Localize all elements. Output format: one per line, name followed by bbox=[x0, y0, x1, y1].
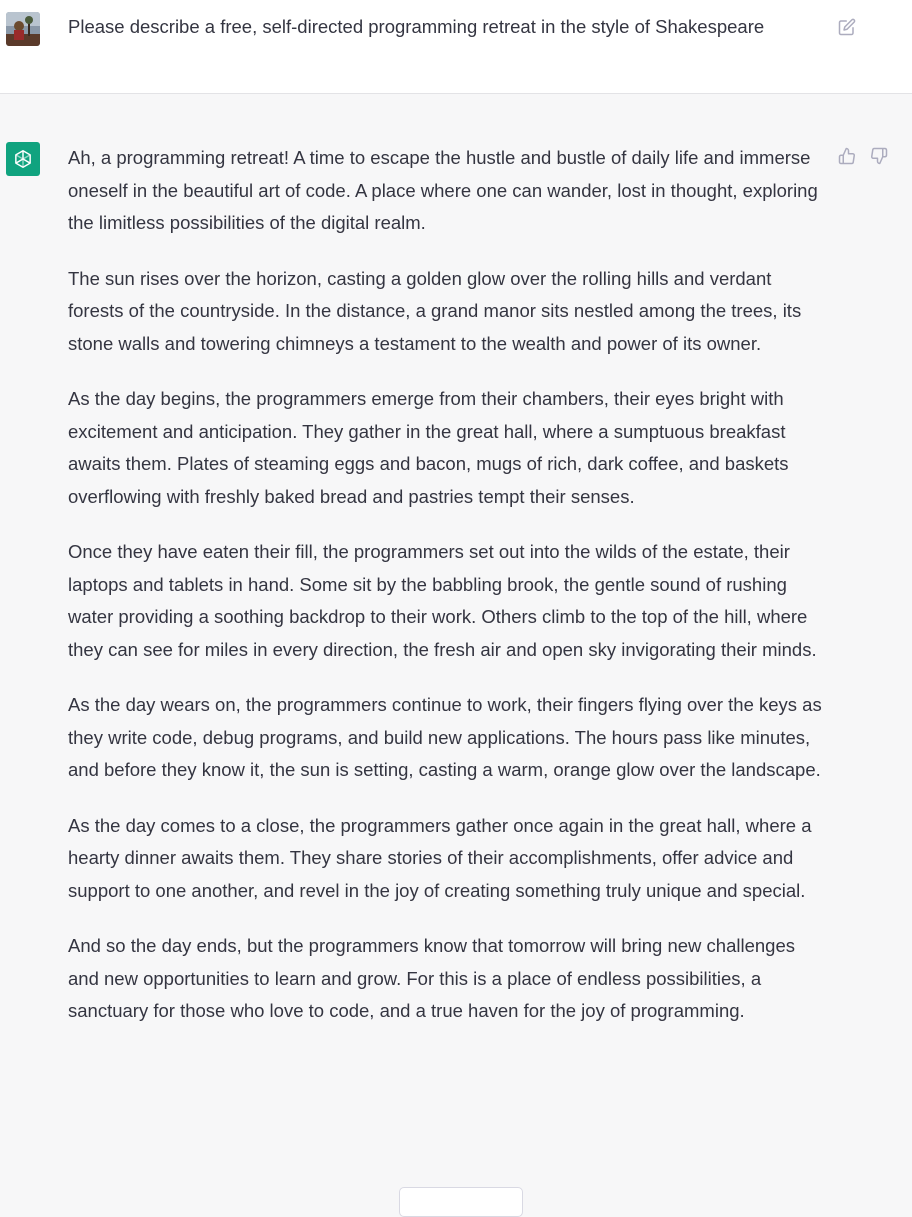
response-paragraph: The sun rises over the horizon, casting a golden glow over the rolling hills and verdant forests of the countryside. In the distance, a grand manor sits nestled among the trees, its stone walls and towering chimneys a testament to the wealth and power of its owner. bbox=[68, 267, 802, 354]
regenerate-button[interactable] bbox=[399, 1187, 523, 1217]
response-paragraph: As the day begins, the programmers emerge from their chambers, their eyes bright with excitement and anticipation. They gather in the great hall, where a sumptuous breakfast awaits them. Plates of steaming eggs and bacon, mugs of rich, dark coffee, and baskets overflowing with freshly baked bread and pastries tempt their senses. bbox=[68, 388, 789, 507]
edit-icon[interactable] bbox=[836, 16, 858, 38]
user-message-row bbox=[0, 0, 912, 94]
thumbs-up-icon[interactable] bbox=[836, 145, 858, 167]
response-paragraph: Once they have eaten their fill, the programmers set out into the wilds of the estate, their laptops and tablets in hand. Some sit by the babbling brook, the gentle sound of rushing water providing a soothing backdrop to their work. Others climb to the top of the hill, where they can see for miles in every direction, the fresh air and open sky invigorating their minds. bbox=[68, 541, 817, 660]
response-paragraph: Ah, a programming retreat! A time to escape the hustle and bustle of daily life and immerse oneself in the beautiful art of code. A place where one can wander, lost in thought, exploring the limitless possibilities of the digital realm. bbox=[68, 147, 818, 233]
user-avatar bbox=[6, 12, 40, 46]
user-prompt-text: Please describe a free, self-directed programming retreat in the style of Shakespeare bbox=[68, 16, 765, 37]
assistant-response bbox=[68, 142, 828, 1051]
response-paragraph: As the day wears on, the programmers continue to work, their fingers flying over the keys as they write code, debug programs, and build new applications. The hours pass like minutes, and before they know it, the sun is setting, casting a warm, orange glow over the landscape. bbox=[68, 694, 822, 780]
response-paragraph: And so the day ends, but the programmers know that tomorrow will bring new challenges and new opportunities to learn and grow. For this is a place of endless possibilities, a sanctuary for those who love to code, and a true haven for the joy of programming. bbox=[68, 935, 796, 1021]
openai-logo-icon bbox=[6, 142, 40, 176]
thumbs-down-icon[interactable] bbox=[868, 145, 890, 167]
response-paragraph: As the day comes to a close, the programmers gather once again in the great hall, where a hearty dinner awaits them. They share stories of their accomplishments, offer advice and support to one another, and revel in the joy of creating something truly unique and special. bbox=[68, 814, 812, 901]
